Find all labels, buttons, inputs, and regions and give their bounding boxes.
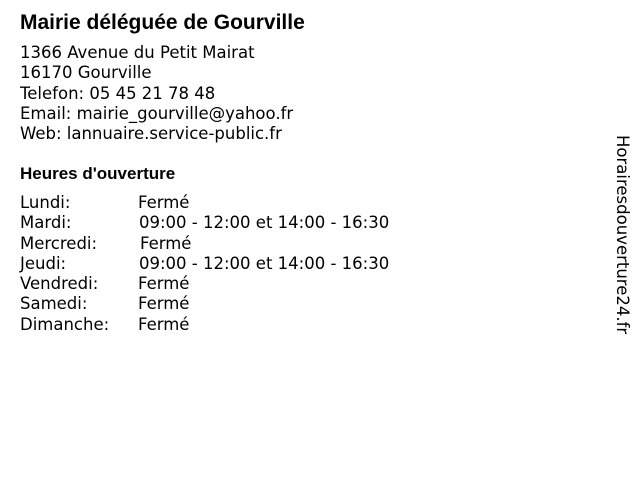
day-hours: 09:00 - 12:00 et 14:00 - 16:30 bbox=[139, 253, 390, 273]
day-hours: Fermé bbox=[138, 274, 190, 294]
day-label: Samedi: bbox=[20, 294, 88, 314]
website: Web: lannuaire.service-public.fr bbox=[20, 124, 282, 144]
day-label: Vendredi: bbox=[20, 274, 99, 294]
day-label: Lundi: bbox=[20, 193, 71, 212]
day-hours: 09:00 - 12:00 et 14:00 - 16:30 bbox=[139, 213, 390, 233]
day-hours: Fermé bbox=[138, 314, 190, 334]
address-block bbox=[20, 43, 293, 144]
day-hours: Fermé bbox=[138, 193, 190, 212]
phone-number: Telefon: 05 45 21 78 48 bbox=[20, 83, 216, 103]
day-label: Mardi: bbox=[20, 213, 72, 233]
day-label: Jeudi: bbox=[20, 253, 67, 273]
day-label: Mercredi: bbox=[20, 233, 98, 253]
site-brand-vertical: Horairesdouverture24.fr bbox=[613, 135, 632, 335]
address-city: 16170 Gourville bbox=[20, 63, 152, 83]
day-hours: Fermé bbox=[138, 294, 190, 314]
day-hours: Fermé bbox=[140, 233, 192, 253]
page-title: Mairie déléguée de Gourville bbox=[20, 11, 305, 34]
day-label: Dimanche: bbox=[20, 314, 110, 334]
email-address: Email: mairie_gourville@yahoo.fr bbox=[20, 103, 294, 123]
address-street: 1366 Avenue du Petit Mairat bbox=[20, 43, 255, 62]
hours-heading: Heures d'ouverture bbox=[20, 164, 176, 183]
